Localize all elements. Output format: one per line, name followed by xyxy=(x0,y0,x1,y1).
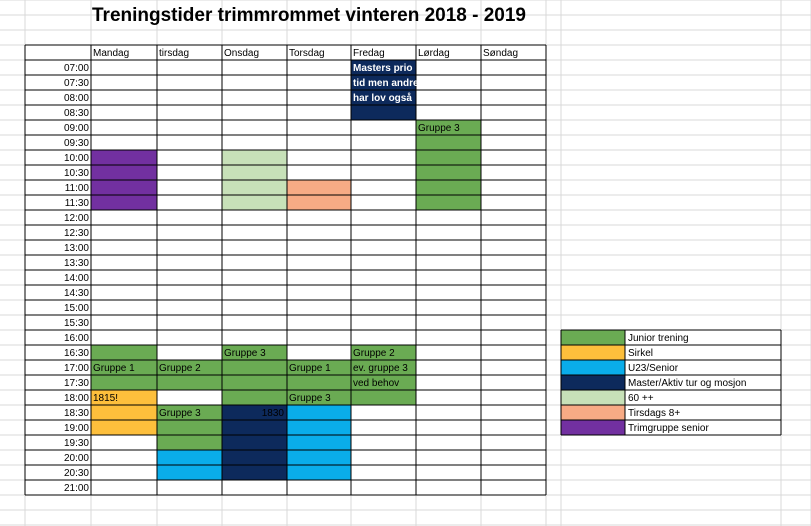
sheet-title: Treningstider trimmrommet vinteren 2018 - 2019 xyxy=(92,5,526,26)
time-label: 21:00 xyxy=(63,483,89,494)
cell-label: Gruppe 3 xyxy=(289,393,331,404)
time-label: 09:30 xyxy=(63,138,89,149)
legend-label: U23/Senior xyxy=(628,363,679,374)
legend-swatch-sirkel xyxy=(561,345,625,360)
time-label: 16:30 xyxy=(63,348,89,359)
day-header-5: Lørdag xyxy=(418,48,450,59)
cell-label: ved behov xyxy=(353,378,400,389)
time-label: 15:00 xyxy=(63,303,89,314)
time-label: 19:00 xyxy=(63,423,89,434)
legend-label: 60 ++ xyxy=(628,393,654,404)
time-label: 15:30 xyxy=(63,318,89,329)
legend-swatch-tirsdags xyxy=(561,405,625,420)
legend-label: Master/Aktiv tur og mosjon xyxy=(628,378,747,389)
time-label: 13:30 xyxy=(63,258,89,269)
time-label: 07:30 xyxy=(63,78,89,89)
legend-label: Sirkel xyxy=(628,348,654,359)
cell-label: Gruppe 1 xyxy=(289,363,331,374)
time-label: 10:00 xyxy=(63,153,89,164)
cell-label: ev. gruppe 3 xyxy=(353,363,408,374)
cell-label: Gruppe 2 xyxy=(159,363,201,374)
cell-label: Masters prio xyxy=(353,63,413,74)
time-label: 14:30 xyxy=(63,288,89,299)
legend-label: Tirsdags 8+ xyxy=(628,408,681,419)
legend-label: Junior trening xyxy=(628,333,689,344)
time-label: 08:00 xyxy=(63,93,89,104)
day-header-0: Mandag xyxy=(93,48,130,59)
legend-swatch-trimgruppe xyxy=(561,420,625,435)
cell-label: har lov også xyxy=(353,93,412,104)
time-label: 12:00 xyxy=(63,213,89,224)
time-label: 07:00 xyxy=(63,63,89,74)
cell-label: tid men andre xyxy=(353,78,419,89)
day-header-6: Søndag xyxy=(483,48,519,59)
time-label: 17:30 xyxy=(63,378,89,389)
day-header-1: tirsdag xyxy=(159,48,190,59)
legend-swatch-sixty xyxy=(561,390,625,405)
time-label: 13:00 xyxy=(63,243,89,254)
time-label: 18:00 xyxy=(63,393,89,404)
time-label: 20:30 xyxy=(63,468,89,479)
cell-label: Gruppe 3 xyxy=(224,348,266,359)
schedule-block[interactable] xyxy=(287,405,351,480)
legend-label: Trimgruppe senior xyxy=(628,423,709,434)
legend-swatch-u23 xyxy=(561,360,625,375)
time-label: 18:30 xyxy=(63,408,89,419)
day-header-4: Fredag xyxy=(353,48,385,59)
cell-label: Gruppe 3 xyxy=(159,408,201,419)
time-label: 12:30 xyxy=(63,228,89,239)
legend-swatch-master xyxy=(561,375,625,390)
time-label: 09:00 xyxy=(63,123,89,134)
cell-label: Gruppe 2 xyxy=(353,348,395,359)
time-label: 10:30 xyxy=(63,168,89,179)
day-header-2: Onsdag xyxy=(224,48,260,59)
time-label: 17:00 xyxy=(63,363,89,374)
time-label: 20:00 xyxy=(63,453,89,464)
time-label: 14:00 xyxy=(63,273,89,284)
cell-label: Gruppe 1 xyxy=(93,363,135,374)
legend-swatch-junior xyxy=(561,330,625,345)
time-label: 08:30 xyxy=(63,108,89,119)
time-label: 16:00 xyxy=(63,333,89,344)
cell-label: 1830 xyxy=(261,408,284,419)
time-label: 11:00 xyxy=(64,183,89,194)
cell-label: 1815! xyxy=(93,393,119,404)
day-header-3: Torsdag xyxy=(289,48,325,59)
cell-label: Gruppe 3 xyxy=(418,123,460,134)
time-label: 11:30 xyxy=(64,198,89,209)
time-label: 19:30 xyxy=(63,438,89,449)
